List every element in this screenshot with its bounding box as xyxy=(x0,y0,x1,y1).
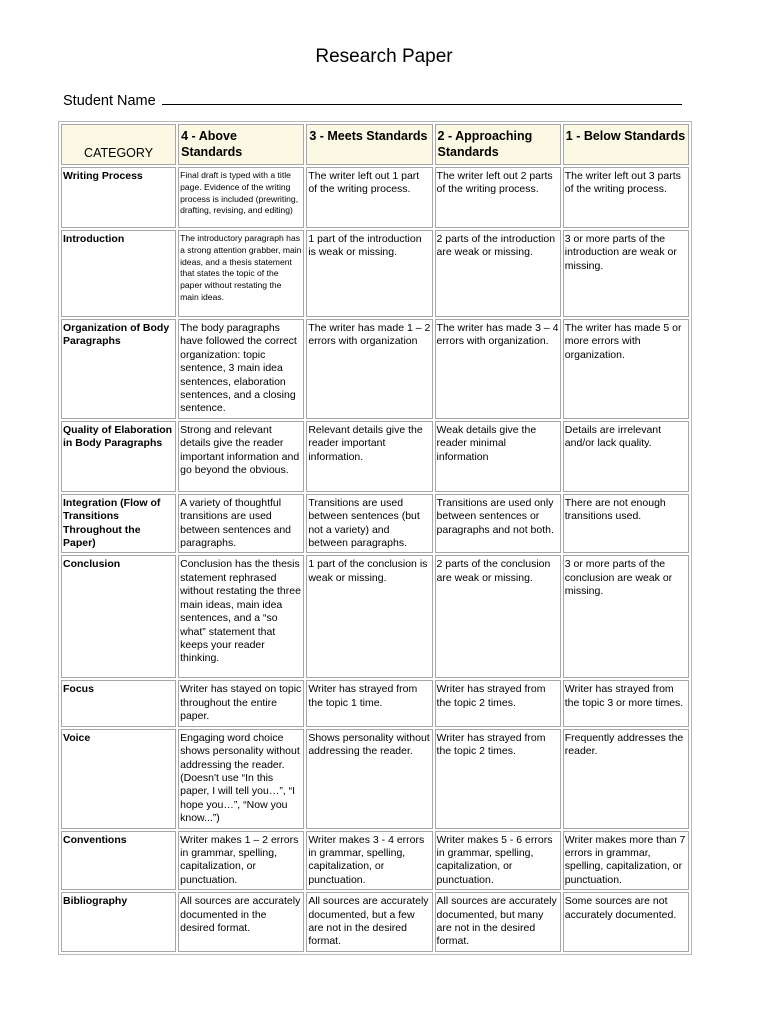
table-row xyxy=(61,680,689,726)
cell-score-2: 2 parts of the conclusion are weak or missing. xyxy=(435,555,561,678)
row-category: Conclusion xyxy=(61,555,176,678)
cell-score-3: 1 part of the introduction is weak or missing. xyxy=(306,230,432,317)
table-row xyxy=(61,319,689,419)
rubric-table xyxy=(58,121,692,955)
table-row xyxy=(61,831,689,891)
cell-score-2: Weak details give the reader minimal information xyxy=(435,421,561,492)
row-category: Conventions xyxy=(61,831,176,891)
table-row xyxy=(61,555,689,678)
cell-score-3: Writer makes 3 - 4 errors in grammar, spelling, capitalization, or punctuation. xyxy=(306,831,432,891)
cell-score-4: A variety of thoughtful transitions are used between sentences and paragraphs. xyxy=(178,494,304,554)
cell-score-4: The body paragraphs have followed the correct organization: topic sentence, 3 main idea sentences, elaboration sentences, and a closing sentence. xyxy=(178,319,304,419)
cell-score-2: Transitions are used only between sentences or paragraphs and not both. xyxy=(435,494,561,554)
cell-score-3: Transitions are used between sentences (but not a variety) and between paragraphs. xyxy=(306,494,432,554)
cell-score-3: Writer has strayed from the topic 1 time. xyxy=(306,680,432,726)
cell-score-4: Conclusion has the thesis statement rephrased without restating the three main ideas, main idea sentences, and a “so what” statement that keeps your reader thinking. xyxy=(178,555,304,678)
cell-score-3: Shows personality without addressing the reader. xyxy=(306,729,432,829)
row-category: Integration (Flow of Transitions Throughout the Paper) xyxy=(61,494,176,554)
cell-score-3: All sources are accurately documented, but a few are not in the desired format. xyxy=(306,892,432,952)
table-row xyxy=(61,729,689,829)
header-score-2: 2 - Approaching Standards xyxy=(435,124,561,165)
cell-score-1: 3 or more parts of the conclusion are weak or missing. xyxy=(563,555,689,678)
header-score-1: 1 - Below Standards xyxy=(563,124,689,165)
cell-score-1: Some sources are not accurately documented. xyxy=(563,892,689,952)
cell-score-4: Final draft is typed with a title page. Evidence of the writing process is included (prewriting, drafting, revising, and editing) xyxy=(178,167,304,228)
cell-score-4: Writer has stayed on topic throughout the entire paper. xyxy=(178,680,304,726)
row-category: Quality of Elaboration in Body Paragraphs xyxy=(61,421,176,492)
student-name-label: Student Name xyxy=(63,93,156,109)
cell-score-4: The introductory paragraph has a strong attention grabber, main ideas, and a thesis statement that states the topic of the paper without restating the main ideas. xyxy=(178,230,304,317)
cell-score-1: Frequently addresses the reader. xyxy=(563,729,689,829)
student-name-line xyxy=(162,91,682,105)
row-category: Organization of Body Paragraphs xyxy=(61,319,176,419)
cell-score-3: 1 part of the conclusion is weak or missing. xyxy=(306,555,432,678)
header-row xyxy=(61,124,689,165)
cell-score-1: The writer has made 5 or more errors with organization. xyxy=(563,319,689,419)
student-name-field xyxy=(63,91,682,109)
cell-score-1: 3 or more parts of the introduction are weak or missing. xyxy=(563,230,689,317)
cell-score-1: There are not enough transitions used. xyxy=(563,494,689,554)
cell-score-2: Writer makes 5 - 6 errors in grammar, spelling, capitalization, or punctuation. xyxy=(435,831,561,891)
header-category: CATEGORY xyxy=(61,124,176,165)
cell-score-4: Engaging word choice shows personality without addressing the reader. (Doesn't use “In this paper, I will tell you…”, “I hope you…”, “Now you know...”) xyxy=(178,729,304,829)
header-score-3: 3 - Meets Standards xyxy=(306,124,432,165)
table-row xyxy=(61,892,689,952)
row-category: Bibliography xyxy=(61,892,176,952)
header-score-4: 4 - Above Standards xyxy=(178,124,304,165)
row-category: Voice xyxy=(61,729,176,829)
cell-score-3: The writer left out 1 part of the writing process. xyxy=(306,167,432,228)
row-category: Introduction xyxy=(61,230,176,317)
cell-score-3: The writer has made 1 – 2 errors with organization xyxy=(306,319,432,419)
cell-score-1: Writer has strayed from the topic 3 or more times. xyxy=(563,680,689,726)
row-category: Writing Process xyxy=(61,167,176,228)
cell-score-2: Writer has strayed from the topic 2 times. xyxy=(435,680,561,726)
cell-score-4: Writer makes 1 – 2 errors in grammar, spelling, capitalization, or punctuation. xyxy=(178,831,304,891)
table-row xyxy=(61,494,689,554)
table-row xyxy=(61,230,689,317)
cell-score-2: All sources are accurately documented, but many are not in the desired format. xyxy=(435,892,561,952)
cell-score-2: The writer has made 3 – 4 errors with organization. xyxy=(435,319,561,419)
table-row xyxy=(61,421,689,492)
table-row xyxy=(61,167,689,228)
cell-score-4: All sources are accurately documented in the desired format. xyxy=(178,892,304,952)
cell-score-4: Strong and relevant details give the reader important information and go beyond the obvious. xyxy=(178,421,304,492)
cell-score-1: The writer left out 3 parts of the writing process. xyxy=(563,167,689,228)
cell-score-2: 2 parts of the introduction are weak or missing. xyxy=(435,230,561,317)
cell-score-1: Writer makes more than 7 errors in grammar, spelling, capitalization, or punctuation. xyxy=(563,831,689,891)
cell-score-1: Details are irrelevant and/or lack quality. xyxy=(563,421,689,492)
row-category: Focus xyxy=(61,680,176,726)
cell-score-2: Writer has strayed from the topic 2 times. xyxy=(435,729,561,829)
document-title: Research Paper xyxy=(315,46,453,67)
cell-score-3: Relevant details give the reader important information. xyxy=(306,421,432,492)
cell-score-2: The writer left out 2 parts of the writing process. xyxy=(435,167,561,228)
